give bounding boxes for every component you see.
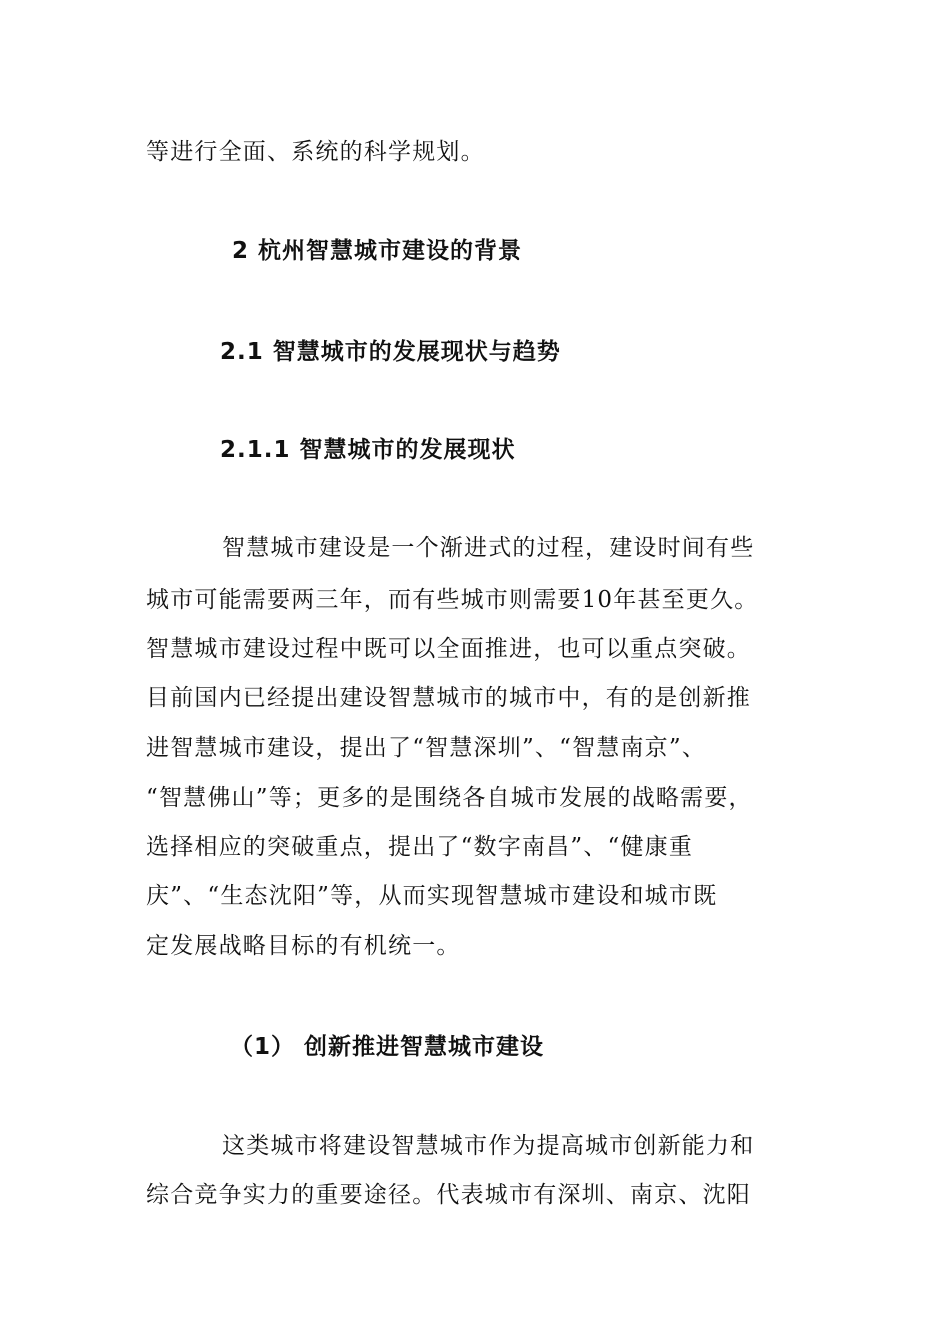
paragraph-line: 目前国内已经提出建设智慧城市的城市中，有的是创新推: [146, 685, 751, 711]
paragraph-line: 庆”、“生态沈阳”等，从而实现智慧城市建设和城市既: [146, 883, 718, 909]
paragraph-line: 综合竞争实力的重要途径。代表城市有深圳、南京、沈阳: [146, 1182, 751, 1208]
paragraph-line: “智慧佛山”等；更多的是围绕各自城市发展的战略需要，: [146, 785, 753, 811]
paragraph-line: 这类城市将建设智慧城市作为提高城市创新能力和: [222, 1133, 755, 1159]
paragraph-line: 智慧城市建设是一个渐进式的过程，建设时间有些: [222, 535, 755, 561]
section-2-heading: 2 杭州智慧城市建设的背景: [232, 238, 523, 264]
intro-text-line: 等进行全面、系统的科学规划。: [146, 139, 485, 165]
paragraph-line: 智慧城市建设过程中既可以全面推进，也可以重点突破。: [146, 636, 751, 662]
paragraph-line: 进智慧城市建设，提出了“智慧深圳”、“智慧南京”、: [146, 735, 707, 761]
paragraph-line: 选择相应的突破重点，提出了“数字南昌”、“健康重: [146, 834, 694, 860]
paragraph-line: 城市可能需要两三年，而有些城市则需要10年甚至更久。: [146, 587, 759, 613]
section-2-1-heading: 2.1 智慧城市的发展现状与趋势: [220, 339, 561, 365]
section-2-1-1-heading: 2.1.1 智慧城市的发展现状: [220, 437, 516, 463]
paragraph-line: 定发展战略目标的有机统一。: [146, 933, 461, 959]
subsection-1-heading: （1） 创新推进智慧城市建设: [230, 1034, 545, 1060]
